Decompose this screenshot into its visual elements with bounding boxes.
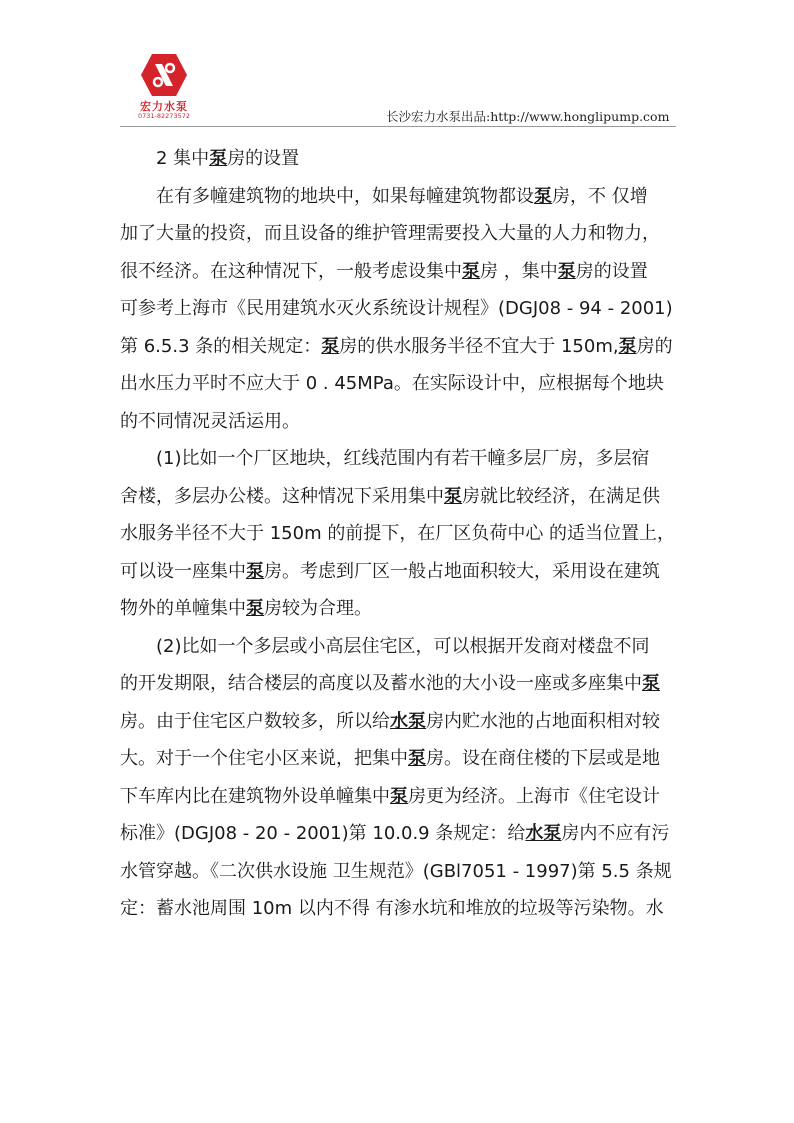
highlighted-keyword: 泵 (321, 335, 340, 357)
text-segment: 房的设置 (575, 260, 648, 282)
text-segment: 标准》(DGJ08 - 20 - 2001)第 10.0.9 条规定：给 (120, 823, 526, 844)
text-segment: 房内不应有污 (561, 823, 670, 844)
text-segment: 可参考上海市《民用建筑水灭火系统设计规程》(DGJ08 - 94 - 2001) (120, 298, 673, 319)
paragraph-3-line (120, 740, 680, 778)
text-segment: 很不经济。在这种情况下，一般考虑设集中 (120, 260, 462, 282)
highlighted-keyword: 水泵 (390, 710, 426, 732)
highlighted-keyword: 泵 (462, 260, 480, 282)
highlighted-keyword: 泵 (408, 748, 426, 769)
text-segment: 水管穿越。《二次供水设施 卫生规范》(GBl7051 - 1997)第 5.5 条规 (120, 860, 672, 882)
paragraph-1-line (120, 178, 680, 216)
section-title (120, 140, 680, 178)
paragraph-1-line (120, 328, 680, 366)
paragraph-3-line (120, 703, 680, 741)
paragraph-2-line (120, 590, 680, 628)
section-title-line (156, 140, 680, 178)
text-segment: 出水压力平时不应大于 0 . 45MPa。在实际设计中，应根据每个地块 (120, 373, 664, 394)
paragraph-2-line (120, 478, 680, 516)
document-body (120, 140, 680, 928)
highlighted-keyword: 泵 (534, 185, 552, 207)
text-segment: 房的设置 (227, 148, 300, 169)
paragraph-3-line (120, 853, 680, 891)
text-segment: 2 集中 (156, 148, 210, 169)
highlighted-keyword: 泵 (246, 560, 264, 582)
paragraph-1-line (120, 290, 680, 328)
header-site-text: 长沙宏力水泵出品:http://www.honglipump.com (386, 109, 670, 124)
text-segment: 下车库内比在建筑物外设单幢集中 (120, 785, 390, 807)
text-segment: 物外的单幢集中 (120, 598, 246, 619)
text-segment: 房。设在商住楼的下层或是地 (426, 748, 660, 769)
paragraph-3-line (120, 628, 680, 666)
text-segment: 房，不 仅增 (552, 185, 648, 207)
text-segment: 在有多幢建筑物的地块中，如果每幢建筑物都设 (156, 185, 534, 207)
text-segment: 可以设一座集中 (120, 560, 246, 582)
text-segment: 房就比较经济，在满足供 (462, 485, 660, 507)
text-segment: 房的供水服务半径不宜大于 150m, (339, 335, 619, 357)
text-segment: (2)比如一个多层或小高层住宅区，可以根据开发商对楼盘不同 (156, 635, 650, 657)
text-segment: 房。由于住宅区户数较多，所以给 (120, 710, 390, 732)
text-segment: 水服务半径不大于 150m 的前提下，在厂区负荷中心 的适当位置上， (120, 523, 676, 544)
highlighted-keyword: 泵 (642, 673, 660, 694)
text-segment: 大。对于一个住宅小区来说，把集中 (120, 748, 408, 769)
text-segment: 房较为合理。 (264, 598, 372, 619)
text-segment: (1)比如一个厂区地块，红线范围内有若干幢多层厂房，多层宿 (156, 448, 650, 469)
text-segment: 的开发期限，结合楼层的高度以及蓄水池的大小设一座或多座集中 (120, 673, 642, 694)
logo-name: 宏力水泵 (140, 100, 188, 113)
text-segment: 房 ，集中 (480, 260, 558, 282)
paragraph-1-line (120, 365, 680, 403)
text-segment: 房。考虑到厂区一般占地面积较大，采用设在建筑 (264, 560, 660, 582)
paragraph-2-line (120, 553, 680, 591)
paragraphs (120, 178, 680, 928)
highlighted-keyword: 泵 (444, 485, 462, 507)
text-segment: 舍楼，多层办公楼。这种情况下采用集中 (120, 485, 444, 507)
logo-phone: 0731-82273572 (138, 112, 190, 120)
hexagon-chain-logo-icon (140, 52, 188, 98)
text-segment: 第 6.5.3 条的相关规定： (120, 335, 322, 357)
text-segment: 加了大量的投资，而且设备的维护管理需要投入大量的人力和物力， (120, 223, 660, 244)
highlighted-keyword: 泵 (246, 598, 264, 619)
paragraph-3-line (120, 778, 680, 816)
text-segment: 房更为经济。上海市《住宅设计 (408, 785, 660, 807)
paragraph-2-line (120, 440, 680, 478)
highlighted-keyword: 水泵 (525, 823, 562, 844)
highlighted-keyword: 泵 (209, 148, 228, 169)
paragraph-3-line (120, 890, 680, 928)
paragraph-3-line (120, 665, 680, 703)
paragraph-1-line (120, 253, 680, 291)
text-segment: 的不同情况灵活运用。 (120, 410, 300, 432)
highlighted-keyword: 泵 (390, 785, 408, 807)
text-segment: 房的 (636, 335, 673, 357)
highlighted-keyword: 泵 (618, 335, 637, 357)
company-logo (132, 52, 196, 122)
paragraph-1-line (120, 215, 680, 253)
text-segment: 定：蓄水池周围 10m 以内不得 有渗水坑和堆放的垃圾等污染物。水 (120, 898, 664, 919)
highlighted-keyword: 泵 (557, 260, 576, 282)
paragraph-3-line (120, 815, 680, 853)
paragraph-1-line (120, 403, 680, 441)
header-divider (120, 126, 676, 127)
text-segment: 房内贮水池的占地面积相对较 (426, 710, 660, 732)
paragraph-2-line (120, 515, 680, 553)
